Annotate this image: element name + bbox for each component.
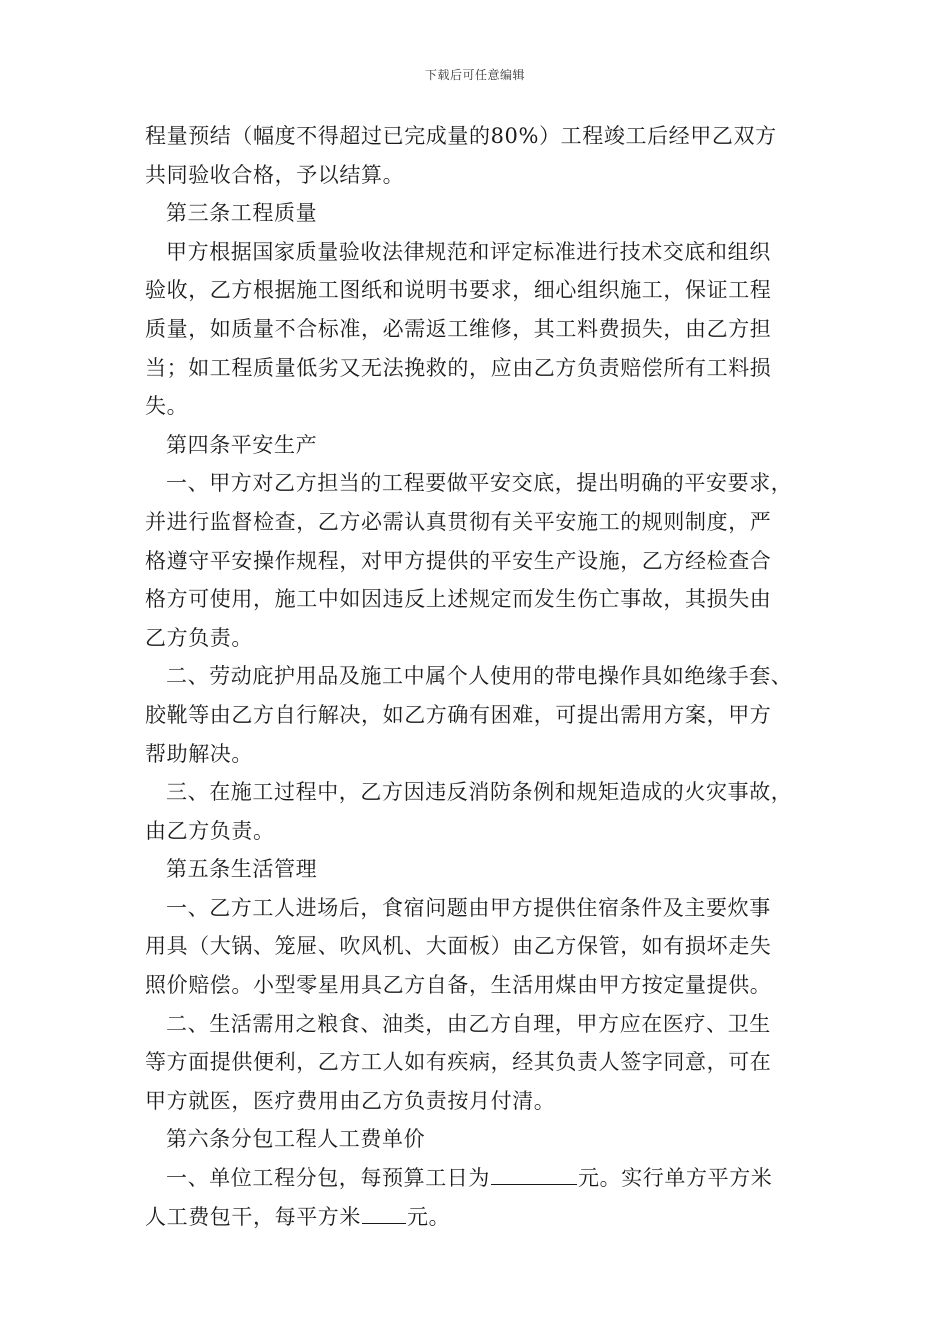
paragraph-line: 甲方根据国家质量验收法律规范和评定标准进行技术交底和组织 [166,239,771,264]
paragraph-line: 并进行监督检查，乙方必需认真贯彻有关平安施工的规则制度，严 [145,509,772,534]
paragraph-line: 用具（大锅、笼屉、吹风机、大面板）由乙方保管，如有损坏走失 [145,934,772,959]
paragraph-line: 当；如工程质量低劣又无法挽救的，应由乙方负责赔偿所有工料损 [145,355,772,380]
paragraph-line: 由乙方负责。 [145,818,275,843]
paragraph-line: 胶靴等由乙方自行解决，如乙方确有困难，可提出需用方案，甲方 [145,702,772,727]
line-text-after: 元。实行单方平方米 [578,1166,773,1191]
paragraph-line: 二、劳动庇护用品及施工中属个人使用的带电操作具如绝缘手套、 [166,664,793,689]
paragraph-line: 等方面提供便利，乙方工人如有疾病，经其负责人签字同意，可在 [145,1050,772,1075]
section-heading-5: 第五条生活管理 [166,857,318,882]
paragraph-line: 一、乙方工人进场后，食宿问题由甲方提供住宿条件及主要炊事 [166,895,771,920]
paragraph-line: 二、生活需用之粮食、油类，由乙方自理，甲方应在医疗、卫生 [166,1011,771,1036]
paragraph-line-with-blank [145,1159,810,1198]
line-text-before: 一、单位工程分包，每预算工日为 [166,1166,490,1191]
paragraph-line: 照价赔偿。小型零星用具乙方自备，生活用煤由甲方按定量提供。 [145,973,772,998]
paragraph-line: 失。 [145,394,189,419]
paragraph-line: 程量预结（幅度不得超过已完成量的80%）工程竣工后经甲乙双方 [145,124,777,148]
paragraph-line: 一、甲方对乙方担当的工程要做平安交底，提出明确的平安要求， [166,471,793,496]
paragraph-line-with-blank [145,1198,810,1237]
paragraph-line: 三、在施工过程中，乙方因违反消防条例和规矩造成的火灾事故， [166,780,793,805]
section-heading-3: 第三条工程质量 [166,201,318,226]
section-heading-4: 第四条平安生产 [166,432,318,457]
line-text-before: 人工费包干，每平方米 [145,1204,361,1229]
document-body [145,117,810,1236]
paragraph-line: 乙方负责。 [145,625,253,650]
paragraph-line: 共同验收合格，予以结算。 [145,162,405,187]
line-text-after: 元。 [407,1204,451,1229]
paragraph-line: 验收，乙方根据施工图纸和说明书要求，细心组织施工，保证工程 [145,278,772,303]
paragraph-line: 格方可使用，施工中如因违反上述规定而发生伤亡事故，其损失由 [145,587,772,612]
download-note: 下载后可任意编辑 [424,68,525,82]
paragraph-line: 质量，如质量不合标准，必需返工维修，其工料费损失，由乙方担 [145,316,772,341]
section-heading-6: 第六条分包工程人工费单价 [166,1127,426,1152]
paragraph-line: 甲方就医，医疗费用由乙方负责按月付清。 [145,1088,556,1113]
fill-in-blank-workday-rate[interactable] [491,1162,577,1185]
fill-in-blank-per-sqm-rate[interactable] [362,1201,406,1224]
paragraph-line: 帮助解决。 [145,741,253,766]
paragraph-line: 格遵守平安操作规程，对甲方提供的平安生产设施，乙方经检查合 [145,548,772,573]
